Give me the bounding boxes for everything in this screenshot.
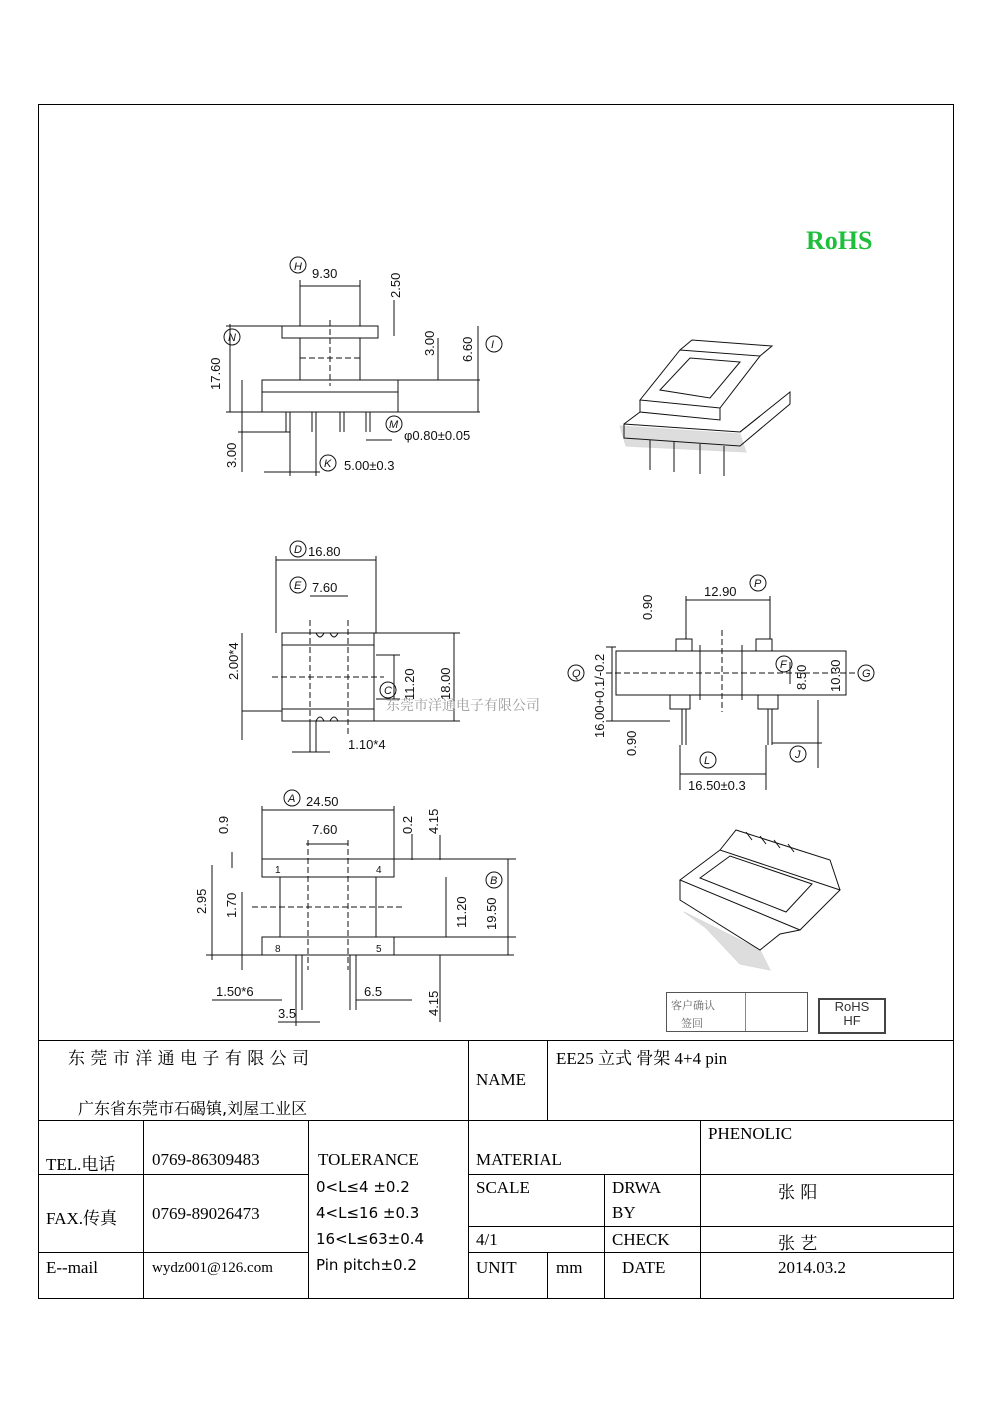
dim-label: 18.00	[438, 667, 453, 700]
dim-label: 7.60	[312, 580, 338, 595]
company-name: 东 莞 市 洋 通 电 子 有 限 公 司	[68, 1049, 310, 1069]
rohs-hf-line-2: HF	[843, 1013, 861, 1028]
dim-label: 0.90	[624, 730, 639, 756]
rohs-hf-line-1: RoHS	[834, 999, 870, 1014]
tb-line	[547, 1040, 548, 1120]
pin-label: 5	[376, 944, 382, 955]
tb-line	[468, 1226, 954, 1227]
marker-label: P	[754, 578, 762, 590]
material-value: PHENOLIC	[708, 1124, 793, 1143]
scale-value: 4/1	[476, 1230, 498, 1249]
tb-line	[700, 1120, 701, 1299]
unit-value: mm	[556, 1258, 583, 1277]
marker-label: H	[294, 261, 302, 273]
drawn-label-1: DRWA	[612, 1178, 662, 1197]
dim-label: 6.5	[364, 984, 383, 999]
marker-label: Q	[572, 668, 581, 680]
fax-value: 0769-89026473	[152, 1204, 260, 1223]
dim-label: 9.30	[312, 266, 338, 281]
dim-label: 6.60	[460, 336, 475, 362]
tb-line	[468, 1174, 700, 1175]
marker-label: L	[704, 755, 711, 767]
dim-label: 16.80	[308, 544, 341, 559]
rohs-hf-badge	[818, 998, 886, 1034]
marker-label: C	[384, 685, 392, 697]
dim-label: 0.9	[216, 815, 231, 834]
tb-line	[38, 1252, 308, 1253]
material-label: MATERIAL	[476, 1150, 562, 1169]
tb-line	[38, 1120, 954, 1121]
dim-label: 8.50	[794, 664, 809, 690]
tel-label: TEL.电话	[46, 1155, 116, 1174]
tolerance-label: TOLERANCE	[318, 1150, 419, 1169]
pin-label: 1	[275, 865, 281, 876]
stamp-line-2: 签回	[681, 1017, 703, 1030]
dim-label: 24.50	[306, 794, 339, 809]
tolerance-row: 0<L≤4 ±0.2	[316, 1178, 410, 1196]
date-value: 2014.03.2	[778, 1258, 846, 1277]
dim-label: 11.20	[454, 896, 469, 928]
name-label: NAME	[476, 1070, 527, 1089]
tb-line	[143, 1120, 144, 1299]
fax-label: FAX.传真	[46, 1209, 117, 1228]
dim-label: 4.15	[426, 990, 441, 1016]
dim-label: 2.00*4	[226, 642, 241, 680]
tb-line	[468, 1040, 469, 1299]
check-label: CHECK	[612, 1230, 670, 1249]
marker-label: N	[228, 332, 236, 344]
tolerance-row: Pin pitch±0.2	[316, 1256, 417, 1274]
dim-label: 10.30	[828, 659, 843, 692]
tel-value: 0769-86309483	[152, 1150, 260, 1169]
check-value: 张 艺	[778, 1234, 818, 1254]
dim-label: 1.50*6	[216, 984, 254, 999]
unit-label: UNIT	[476, 1258, 517, 1277]
drawn-label-2: BY	[612, 1203, 636, 1222]
marker-label: G	[862, 668, 871, 680]
scale-label: SCALE	[476, 1178, 530, 1197]
dim-label: 3.5	[278, 1006, 297, 1021]
marker-label: A	[288, 793, 296, 805]
dim-label: 16.00+0.1/-0.2	[592, 653, 607, 738]
marker-label: E	[294, 580, 302, 592]
dim-label: 1.10*4	[348, 737, 386, 752]
dim-label: 0.90	[640, 594, 655, 620]
top-view-2	[242, 541, 460, 752]
tb-line	[38, 1040, 954, 1041]
dim-label: 2.95	[194, 888, 209, 914]
dim-label: 12.90	[704, 584, 737, 599]
rohs-label: RoHS	[806, 226, 873, 255]
iso-view-top	[620, 340, 790, 476]
dim-label: 5.00±0.3	[344, 458, 395, 473]
tb-line	[308, 1120, 309, 1299]
dim-label: 3.00	[224, 442, 239, 468]
dim-label: 7.60	[312, 822, 338, 837]
stamp-line-1: 客户确认	[671, 999, 715, 1012]
tb-line	[604, 1174, 605, 1299]
dim-label: 19.50	[484, 897, 499, 930]
part-name: EE25 立式 骨架 4+4 pin	[556, 1049, 728, 1068]
marker-label: K	[324, 458, 332, 470]
iso-view-bottom	[680, 830, 840, 970]
marker-label: I	[491, 339, 495, 351]
date-label: DATE	[622, 1258, 666, 1277]
marker-label: F	[780, 659, 787, 671]
dim-label: 11.20	[402, 668, 417, 700]
tb-line	[468, 1252, 954, 1253]
side-view-1	[224, 257, 502, 476]
dim-label: 0.2	[400, 815, 415, 834]
stamp-divider	[745, 993, 746, 1031]
marker-label: J	[795, 749, 801, 761]
dim-label: 3.00	[422, 330, 437, 356]
email-label: E--mail	[46, 1258, 98, 1277]
customer-confirm-stamp	[666, 992, 808, 1032]
marker-label: D	[294, 544, 302, 556]
tolerance-row: 4<L≤16 ±0.3	[316, 1204, 420, 1222]
pin-label: 8	[275, 944, 281, 955]
dim-label: 4.15	[426, 808, 441, 834]
dimension-labels	[194, 261, 871, 1021]
dim-label: 2.50	[388, 272, 403, 298]
dim-label: φ0.80±0.05	[404, 428, 471, 443]
pin-label: 4	[376, 865, 382, 876]
watermark: 东莞市洋通电子有限公司	[386, 698, 540, 714]
tolerance-row: 16<L≤63±0.4	[316, 1230, 425, 1248]
marker-label: B	[490, 875, 498, 887]
dim-label: 17.60	[208, 357, 223, 390]
dim-label: 16.50±0.3	[688, 778, 746, 793]
company-address: 广东省东莞市石碣镇,刘屋工业区	[78, 1099, 308, 1118]
drawn-by-value: 张 阳	[778, 1183, 818, 1203]
dim-label: 1.70	[224, 892, 239, 918]
email-value: wydz001@126.com	[152, 1260, 273, 1276]
tb-line	[700, 1174, 954, 1175]
marker-label: M	[389, 419, 399, 431]
tb-line	[547, 1252, 548, 1299]
